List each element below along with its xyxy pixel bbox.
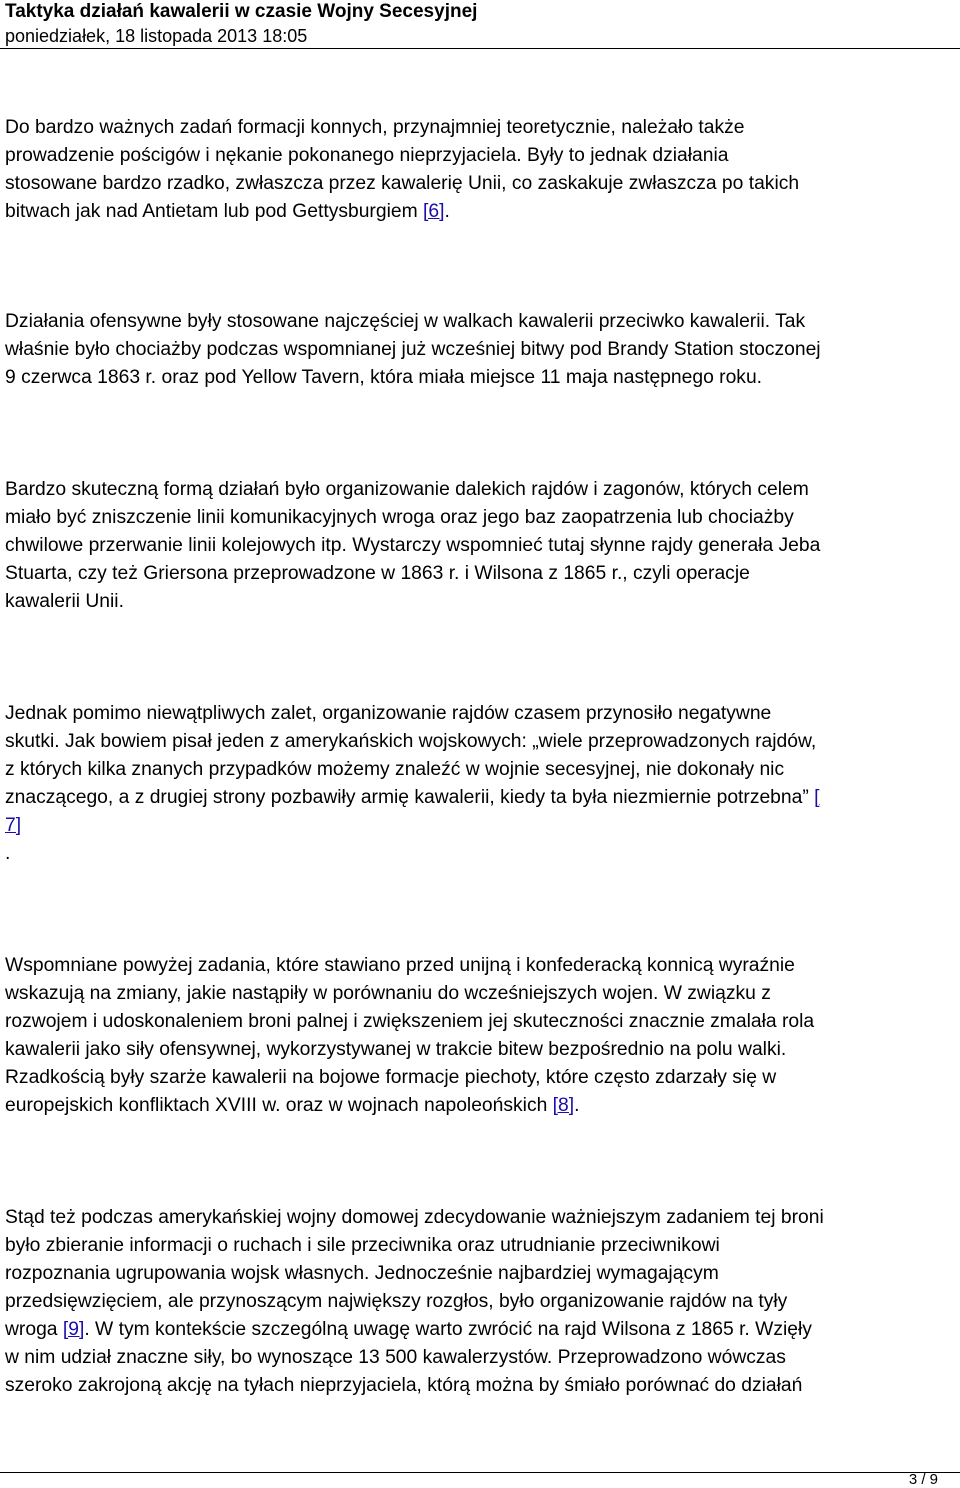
footer-divider [0, 1472, 960, 1473]
text-segment: europejskich konfliktach XVIII w. oraz w wojnach napoleońskich [5, 1095, 553, 1116]
document-title: Taktyka działań kawalerii w czasie Wojny Secesyjnej [5, 1, 478, 22]
text-line: Stuarta, czy też Griersona przeprowadzone w 1863 r. i Wilsona z 1865 r., czyli operacje [5, 563, 750, 584]
text-line: szeroko zakrojoną akcję na tyłach nieprzyjaciela, którą można by śmiało porównać do działań [5, 1375, 803, 1396]
text-segment: bitwach jak nad Antietam lub pod Gettysburgiem [5, 201, 423, 222]
page-number: 3 / 9 [908, 1471, 938, 1488]
footnote-link-6[interactable]: [6] [423, 201, 445, 222]
text-line: Rzadkością były szarże kawalerii na bojowe formacje piechoty, które często zdarzały się w [5, 1067, 777, 1088]
footnote-link-8[interactable]: [8] [552, 1095, 575, 1116]
text-segment: wroga [5, 1319, 63, 1340]
text-line: Bardzo skuteczną formą działań było organizowanie dalekich rajdów i zagonów, których celem [5, 479, 809, 500]
text-line: przedsięwzięciem, ale przynoszącym największy rozgłos, było organizowanie rajdów na tyły [5, 1291, 788, 1312]
paragraph-1 [5, 114, 957, 226]
text-line: kawalerii Unii. [5, 591, 124, 612]
header-divider [0, 48, 960, 49]
document-header [5, 0, 955, 48]
text-line: . [5, 843, 11, 864]
paragraph-3 [5, 476, 957, 616]
text-line: rozwojem i udoskonaleniem broni palnej i zwiększeniem jej skuteczności znacznie zmalała rola [5, 1011, 815, 1032]
text-segment: znaczącego, a z drugiej strony pozbawiły armię kawalerii, kiedy ta była niezmiernie potrzebna” [5, 787, 815, 808]
text-line [5, 198, 957, 226]
text-line: 9 czerwca 1863 r. oraz pod Yellow Tavern, która miała miejsce 11 maja następnego roku. [5, 367, 763, 388]
text-segment: . [444, 201, 450, 222]
footnote-link-9[interactable]: [9] [62, 1319, 85, 1340]
paragraph-4 [5, 700, 957, 868]
footnote-link-7-start[interactable]: [ [814, 787, 820, 808]
text-line: w nim udział znaczne siły, bo wynoszące 13 500 kawalerzystów. Przeprowadzono wówczas [5, 1347, 786, 1368]
text-line: z których kilka znanych przypadków możemy znaleźć w wojnie secesyjnej, nie dokonały nic [5, 759, 785, 780]
text-line: prowadzenie pościgów i nękanie pokonanego nieprzyjaciela. Były to jednak działania [5, 145, 729, 166]
paragraph-2 [5, 308, 957, 392]
text-line: było zbieranie informacji o ruchach i sile przeciwnika oraz utrudnianie przeciwnikowi [5, 1235, 720, 1256]
text-line: właśnie było chociażby podczas wspomnianej już wcześniej bitwy pod Brandy Station stoczonej [5, 339, 821, 360]
text-line: Stąd też podczas amerykańskiej wojny domowej zdecydowanie ważniejszym zadaniem tej broni [5, 1207, 824, 1228]
text-line [5, 1316, 957, 1344]
text-line: kawalerii jako siły ofensywnej, wykorzystywanej w trakcie bitew bezpośrednio na polu walki. [5, 1039, 787, 1060]
text-line: Jednak pomimo niewątpliwych zalet, organizowanie rajdów czasem przynosiło negatywne [5, 703, 772, 724]
text-line: Działania ofensywne były stosowane najczęściej w walkach kawalerii przeciwko kawalerii. Tak [5, 311, 806, 332]
footnote-link-7-end[interactable]: 7] [5, 815, 22, 836]
text-segment: . [574, 1095, 580, 1116]
document-date: poniedziałek, 18 listopada 2013 18:05 [5, 26, 308, 46]
paragraph-5 [5, 952, 957, 1120]
text-line: skutki. Jak bowiem pisał jeden z amerykańskich wojskowych: „wiele przeprowadzonych rajdów, [5, 731, 817, 752]
article-body [5, 114, 957, 1400]
text-line: wskazują na zmiany, jakie nastąpiły w porównaniu do wcześniejszych wojen. W związku z [5, 983, 771, 1004]
text-segment: . W tym kontekście szczególną uwagę warto zwrócić na rajd Wilsona z 1865 r. Wzięły [84, 1319, 812, 1340]
text-line: Do bardzo ważnych zadań formacji konnych, przynajmniej teoretycznie, należało także [5, 117, 745, 138]
text-line: chwilowe przerwanie linii kolejowych itp. Wystarczy wspomnieć tutaj słynne rajdy generała Jeba [5, 535, 821, 556]
text-line: rozpoznania ugrupowania wojsk własnych. Jednocześnie najbardziej wymagającym [5, 1263, 719, 1284]
text-line [5, 784, 957, 812]
text-line: stosowane bardzo rzadko, zwłaszcza przez kawalerię Unii, co zaskakuje zwłaszcza po takich [5, 173, 800, 194]
paragraph-6 [5, 1204, 957, 1400]
text-line: Wspomniane powyżej zadania, które stawiano przed unijną i konfederacką konnicą wyraźnie [5, 955, 795, 976]
text-line [5, 812, 957, 840]
text-line [5, 1092, 957, 1120]
text-line: miało być zniszczenie linii komunikacyjnych wroga oraz jego baz zaopatrzenia lub chociażby [5, 507, 794, 528]
